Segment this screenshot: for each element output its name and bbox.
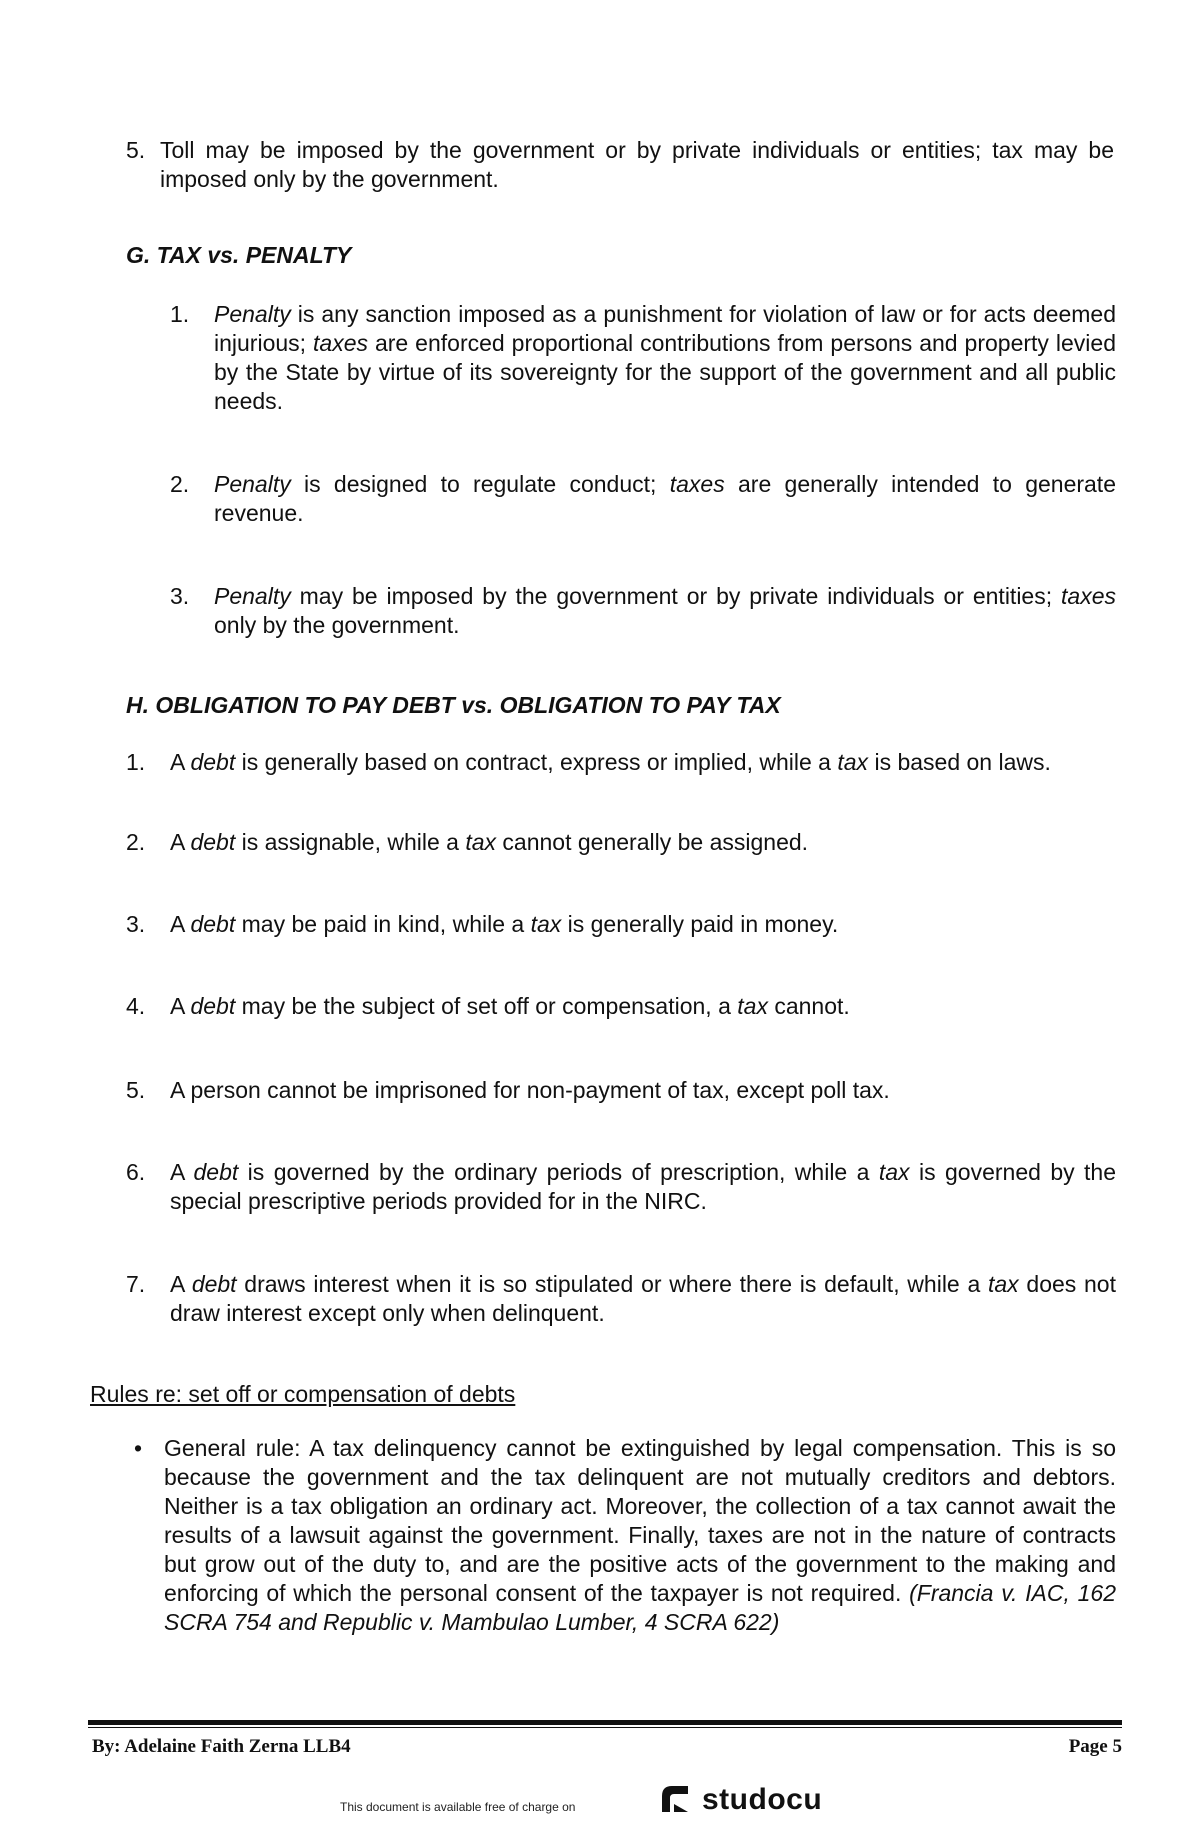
term-tax: tax: [878, 1159, 910, 1185]
studocu-logo: [658, 1782, 822, 1818]
text-segment: may be paid in kind, while a: [235, 911, 531, 937]
term-debt: debt: [190, 911, 236, 937]
text-segment: is based on laws.: [868, 749, 1051, 775]
list-text: [170, 1076, 1116, 1105]
term-tax: tax: [837, 749, 869, 775]
list-number: 7.: [126, 1271, 146, 1297]
general-rule-text: [164, 1434, 1116, 1637]
text-segment: cannot generally be assigned.: [496, 829, 809, 855]
text-segment: is assignable, while a: [235, 829, 466, 855]
list-text: [170, 1158, 1116, 1216]
text-segment: cannot.: [767, 993, 850, 1019]
list-text: [170, 1270, 1116, 1328]
term-tax: tax: [530, 911, 562, 937]
text-segment: may be imposed by the government or by private individuals or entities;: [290, 583, 1062, 609]
text-segment: only by the government.: [214, 612, 460, 638]
page-number: Page 5: [1068, 1736, 1122, 1757]
list-number: 5.: [126, 1077, 146, 1103]
term-penalty: Penalty: [214, 583, 291, 609]
list-number: 2.: [126, 829, 146, 855]
term-tax: tax: [987, 1271, 1019, 1297]
list-number: 3.: [170, 583, 190, 609]
section-g-heading: G. TAX vs. PENALTY: [126, 242, 352, 268]
text-segment: does not draw interest except only when delinquent.: [170, 1271, 1116, 1326]
studocu-logo-icon: [658, 1782, 694, 1818]
term-penalty: Penalty: [214, 301, 291, 327]
text-segment: General rule: A tax delinquency cannot be extinguished by legal compensation. This is so because the government and the tax delinquent are not mutually creditors and debtors. Neither is a tax obligation an ordinary act. Moreover, the collection of a tax cannot await the results of a lawsuit against the government. Finally, taxes are not in the nature of contracts but grow out of the duty to, and are the positive acts of the government to the making and enforcing of which the personal consent of the taxpayer is not required.: [164, 1435, 1116, 1606]
term-taxes: taxes: [1061, 583, 1116, 609]
text-segment: A: [170, 993, 191, 1019]
term-penalty: Penalty: [214, 471, 291, 497]
text-segment: A: [170, 911, 191, 937]
text-segment: A: [170, 1271, 192, 1297]
text-segment: is generally based on contract, express or implied, while a: [235, 749, 838, 775]
list-number: 1.: [126, 749, 146, 775]
text-segment: A: [170, 1159, 194, 1185]
studocu-brand: studocu: [702, 1783, 823, 1816]
text-segment: is governed by the ordinary periods of prescription, while a: [238, 1159, 879, 1185]
text-segment: A: [170, 829, 191, 855]
footer-divider: [88, 1720, 1122, 1725]
list-text: [214, 582, 1116, 640]
list-number: 6.: [126, 1159, 146, 1185]
term-tax: tax: [737, 993, 768, 1019]
text-segment: is generally paid in money.: [561, 911, 839, 937]
list-text: [214, 470, 1116, 528]
text-segment: A person cannot be imprisoned for non-payment of tax, except poll tax.: [170, 1077, 890, 1103]
text-segment: is governed by the special prescriptive periods provided for in the NIRC.: [170, 1159, 1117, 1214]
list-text: [170, 992, 1116, 1021]
term-debt: debt: [193, 1159, 239, 1185]
text-segment: are enforced proportional contributions from persons and property levied by the State by virtue of its sovereignty for the support of the government and all public needs.: [214, 330, 1116, 414]
list-number: 3.: [126, 911, 146, 937]
term-debt: debt: [190, 993, 236, 1019]
list-text: [170, 828, 1116, 857]
term-debt: debt: [190, 829, 236, 855]
list-text: [214, 300, 1116, 416]
text-segment: are generally intended to generate revenue.: [214, 471, 1116, 526]
term-tax: tax: [465, 829, 497, 855]
text-segment: draws interest when it is so stipulated or where there is default, while a: [236, 1271, 988, 1297]
text-segment: is designed to regulate conduct;: [290, 471, 670, 497]
footer-divider-thin: [88, 1727, 1122, 1728]
availability-notice: This document is available free of charge on: [340, 1800, 576, 1814]
list-text: [170, 748, 1116, 777]
text-segment: is any sanction imposed as a punishment for violation of law or for acts deemed injurious;: [214, 301, 1116, 356]
text-segment: may be the subject of set off or compensation, a: [235, 993, 738, 1019]
list-text: Toll may be imposed by the government or by private individuals or entities; tax may be imposed only by the government.: [160, 137, 1114, 192]
list-text: [170, 910, 1116, 939]
term-taxes: taxes: [313, 330, 368, 356]
section-h-heading: H. OBLIGATION TO PAY DEBT vs. OBLIGATION TO PAY TAX: [126, 692, 781, 718]
term-taxes: taxes: [669, 471, 725, 497]
list-number: 4.: [126, 993, 146, 1019]
term-debt: debt: [190, 749, 236, 775]
list-number: 5.: [126, 137, 146, 163]
citation: (Francia v. IAC, 162 SCRA 754 and Republic v. Mambulao Lumber, 4 SCRA 622): [164, 1580, 1117, 1635]
bullet-icon: •: [134, 1435, 143, 1461]
text-segment: A: [170, 749, 191, 775]
rules-title: Rules re: set off or compensation of debts: [90, 1381, 516, 1407]
list-number: 1.: [170, 301, 190, 327]
list-number: 2.: [170, 471, 190, 497]
footer-author: By: Adelaine Faith Zerna LLB4: [92, 1736, 351, 1757]
term-debt: debt: [191, 1271, 237, 1297]
